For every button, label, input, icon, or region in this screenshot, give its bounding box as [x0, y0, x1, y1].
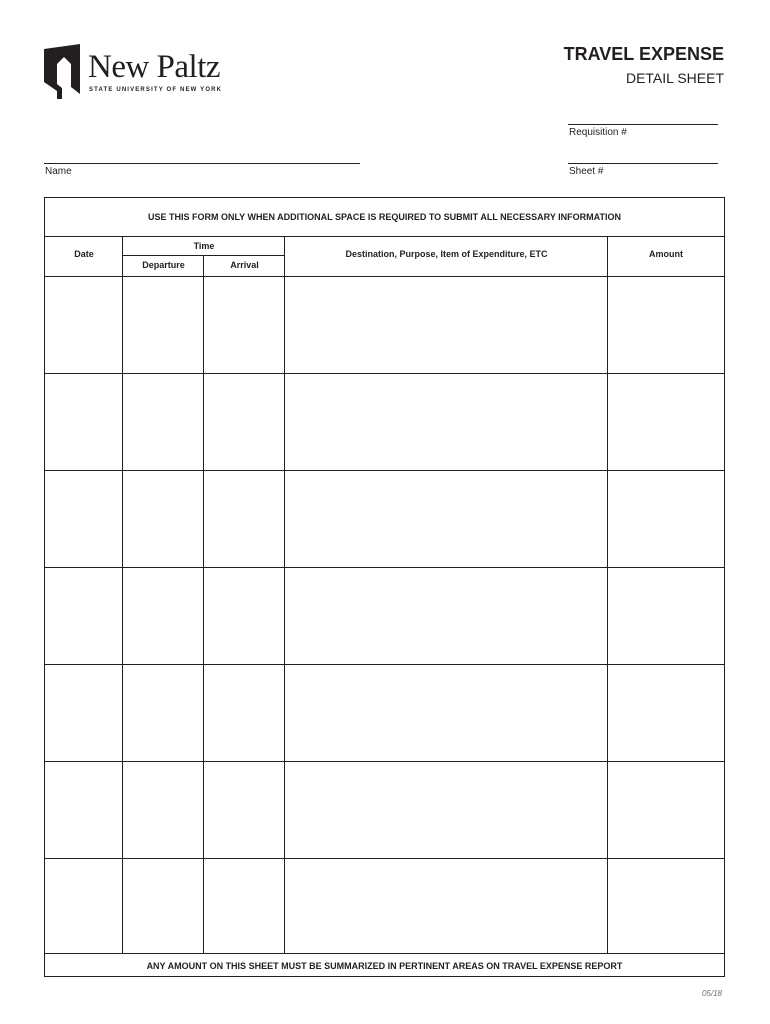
sheet-field[interactable] [568, 163, 718, 164]
column-header-departure: Departure [142, 260, 185, 270]
new-paltz-logo-mark [44, 44, 80, 99]
column-header-amount: Amount [649, 249, 683, 259]
document-subtitle: DETAIL SHEET [625, 70, 724, 86]
name-field[interactable] [44, 163, 360, 164]
column-header-time: Time [193, 241, 215, 251]
column-divider [607, 236, 608, 953]
table-row-divider [45, 470, 724, 471]
table-row-divider [45, 761, 724, 762]
expense-detail-table [44, 197, 725, 977]
requisition-field[interactable] [568, 124, 718, 125]
column-divider [122, 236, 123, 953]
table-row-divider [45, 567, 724, 568]
document-title: TRAVEL EXPENSE [563, 44, 724, 64]
column-header-date: Date [74, 249, 94, 259]
column-header-destination: Destination, Purpose, Item of Expenditure, ETC [345, 249, 548, 259]
table-row-divider [45, 373, 724, 374]
divider [45, 276, 724, 277]
column-divider [284, 236, 285, 953]
sheet-label: Sheet # [569, 166, 604, 177]
logo-wordmark: New Paltz [88, 49, 221, 85]
logo-subtitle: STATE UNIVERSITY OF NEW YORK [89, 87, 223, 93]
name-label: Name [45, 166, 72, 177]
column-header-arrival: Arrival [230, 260, 259, 270]
divider [45, 953, 724, 954]
form-footer-note: ANY AMOUNT ON THIS SHEET MUST BE SUMMARIZED IN PERTINENT AREAS ON TRAVEL EXPENSE REPORT [146, 961, 623, 971]
form-instruction: USE THIS FORM ONLY WHEN ADDITIONAL SPACE IS REQUIRED TO SUBMIT ALL NECESSARY INFORMATION [147, 212, 622, 222]
column-divider [203, 255, 204, 953]
divider [45, 236, 724, 237]
table-row-divider [45, 664, 724, 665]
table-row-divider [45, 858, 724, 859]
requisition-label: Requisition # [569, 127, 627, 138]
divider [123, 255, 285, 256]
revision-date: 05/18 [701, 989, 722, 998]
